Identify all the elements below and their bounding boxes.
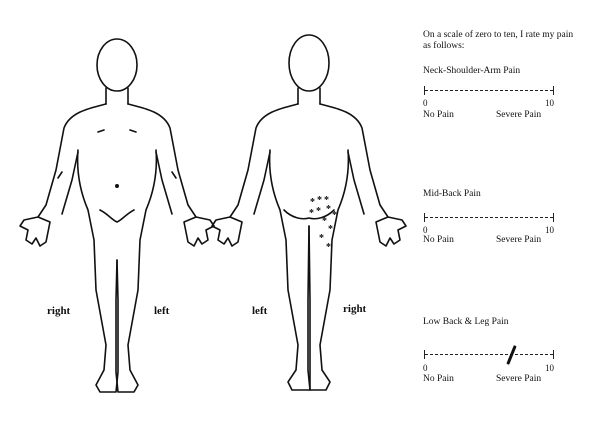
pain-scale-line[interactable] bbox=[424, 84, 554, 98]
pain-scale-line[interactable] bbox=[424, 211, 554, 225]
scale-title: Low Back & Leg Pain bbox=[423, 317, 509, 327]
pain-mark: * bbox=[332, 210, 337, 221]
pain-mark: * bbox=[324, 195, 329, 206]
pain-mark: * bbox=[316, 206, 321, 217]
pain-mark: * bbox=[326, 204, 331, 215]
scale-title: Neck-Shoulder-Arm Pain bbox=[423, 66, 521, 76]
severe-pain-caption: Severe Pain bbox=[496, 110, 542, 120]
scale-max-label: 10 bbox=[545, 225, 554, 235]
pain-mark: * bbox=[326, 242, 331, 253]
pain-mark: * bbox=[317, 195, 322, 206]
scale-min-label: 0 bbox=[423, 363, 428, 373]
pain-mark: * bbox=[322, 216, 327, 227]
pain-mark: * bbox=[319, 233, 324, 244]
scale-intro-text: On a scale of zero to ten, I rate my pain as follows: bbox=[423, 30, 574, 51]
scale-min-label: 0 bbox=[423, 225, 428, 235]
scale-max-label: 10 bbox=[545, 98, 554, 108]
front-left-label: left bbox=[154, 305, 170, 317]
back-right-label: right bbox=[343, 303, 367, 315]
back-left-label: left bbox=[252, 305, 268, 317]
scale-title: Mid-Back Pain bbox=[423, 189, 481, 199]
front-body-outline bbox=[20, 39, 214, 392]
pain-rating-mark bbox=[506, 345, 516, 365]
pain-mark: * bbox=[328, 224, 333, 235]
scale-max-label: 10 bbox=[545, 363, 554, 373]
severe-pain-caption: Severe Pain bbox=[496, 374, 542, 384]
pain-markings bbox=[309, 195, 337, 253]
no-pain-caption: No Pain bbox=[423, 110, 454, 120]
severe-pain-caption: Severe Pain bbox=[496, 235, 542, 245]
pain-mark: * bbox=[309, 208, 314, 219]
front-right-label: right bbox=[47, 305, 71, 317]
no-pain-caption: No Pain bbox=[423, 235, 454, 245]
pain-mark: * bbox=[310, 197, 315, 208]
scale-min-label: 0 bbox=[423, 98, 428, 108]
no-pain-caption: No Pain bbox=[423, 374, 454, 384]
pain-scale-line[interactable] bbox=[424, 348, 554, 362]
